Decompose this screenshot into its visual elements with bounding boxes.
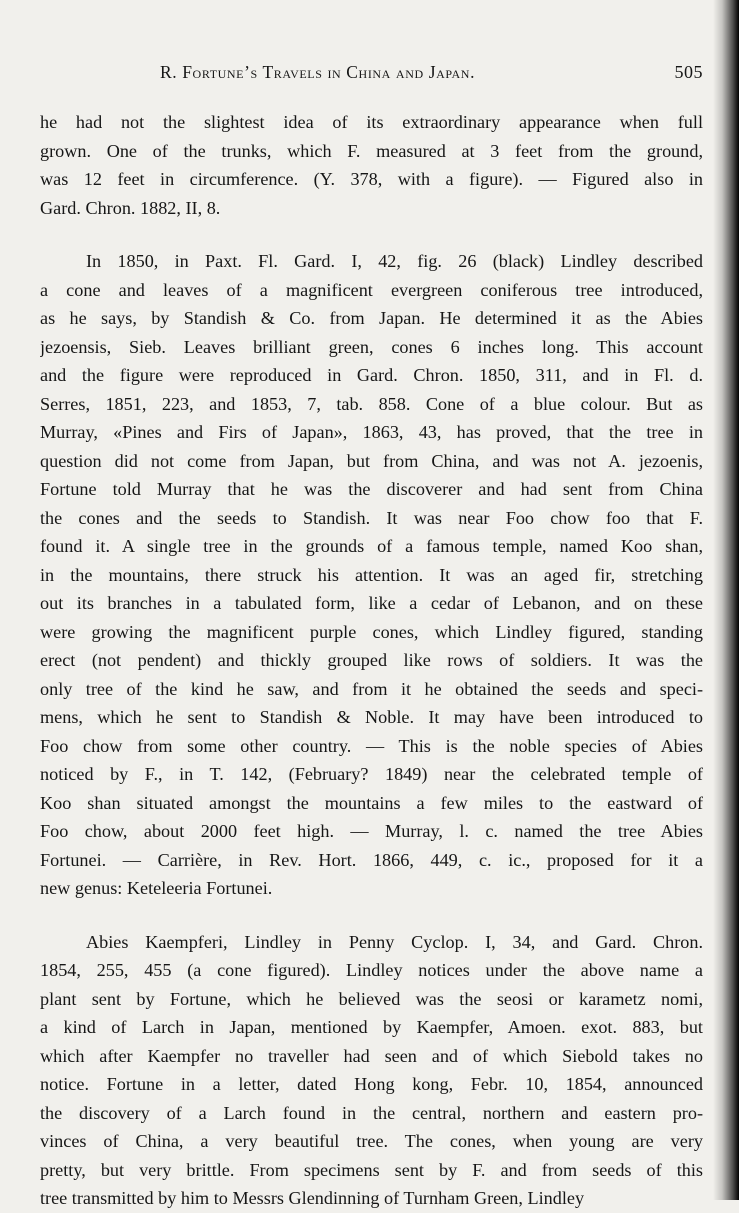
text-line: a kind of Larch in Japan, mentioned by Kaempfer, Amoen. exot. 883, but — [40, 1017, 703, 1037]
text-line: question did not come from Japan, but from China, and was not A. jezoenis, — [40, 450, 703, 471]
text-line: tree transmitted by him to Messrs Glendinning of Turnham Green, Lindley — [40, 1188, 585, 1208]
text-line: grown. One of the trunks, which F. measured at 3 feet from the ground, — [40, 140, 703, 161]
text-line: 1854, 255, 455 (a cone figured). Lindley notices under the above name a — [40, 960, 703, 980]
text-line: erect (not pendent) and thickly grouped like rows of soldiers. It was the — [40, 650, 703, 670]
paragraph — [40, 108, 703, 222]
text-line: Fortunei. — Carrière, in Rev. Hort. 1866, 449, c. ic., proposed for it a — [40, 849, 703, 870]
page-number: 505 — [674, 62, 703, 82]
text-line: out its branches in a tabulated form, like a cedar of Lebanon, and on these — [40, 593, 703, 613]
text-line: Koo shan situated amongst the mountains a few miles to the eastward of — [40, 792, 703, 813]
paragraph — [40, 928, 703, 1213]
text-line: notice. Fortune in a letter, dated Hong kong, Febr. 10, 1854, announced — [40, 1074, 703, 1094]
text-line: Foo chow from some other country. — This is the noble species of Abies — [40, 735, 703, 756]
text-line: vinces of China, a very beautiful tree. The cones, when young are very — [40, 1131, 703, 1151]
text-line: found it. A single tree in the grounds of a famous temple, named Koo shan, — [40, 536, 703, 556]
text-line: a cone and leaves of a magnificent evergreen coniferous tree introduced, — [40, 279, 703, 300]
paragraph-gap — [40, 222, 703, 247]
paragraph-gap — [40, 903, 703, 928]
text-line: noticed by F., in T. 142, (February? 1849) near the celebrated temple of — [40, 764, 703, 784]
text-line: only tree of the kind he saw, and from it he obtained the seeds and speci- — [40, 678, 703, 699]
page-header — [40, 62, 703, 90]
text-line: which after Kaempfer no traveller had seen and of which Siebold takes no — [40, 1045, 703, 1066]
text-line: as he says, by Standish & Co. from Japan. He determined it as the Abies — [40, 308, 703, 328]
text-line: Gard. Chron. 1882, II, 8. — [40, 197, 221, 218]
text-line: Murray, «Pines and Firs of Japan», 1863, 43, has proved, that the tree in — [40, 422, 703, 442]
text-line: Fortune told Murray that he was the discoverer and had sent from China — [40, 479, 703, 499]
text-line: Serres, 1851, 223, and 1853, 7, tab. 858. Cone of a blue colour. But as — [40, 393, 703, 414]
text-line: were growing the magnificent purple cones, which Lindley figured, standing — [40, 621, 703, 642]
text-line: the discovery of a Larch found in the central, northern and eastern pro- — [40, 1102, 703, 1123]
text-line: jezoensis, Sieb. Leaves brilliant green, cones 6 inches long. This account — [40, 336, 703, 357]
text-line: plant sent by Fortune, which he believed was the seosi or karametz nomi, — [40, 988, 703, 1009]
paragraph — [40, 247, 703, 903]
page-edge-shadow — [713, 0, 739, 1200]
text-line: and the figure were reproduced in Gard. Chron. 1850, 311, and in Fl. d. — [40, 365, 703, 385]
text-line: the cones and the seeds to Standish. It was near Foo chow foo that F. — [40, 507, 703, 528]
body-text — [40, 108, 703, 1213]
text-line: he had not the slightest idea of its extraordinary appearance when full — [40, 112, 703, 132]
text-line: mens, which he sent to Standish & Noble. It may have been introduced to — [40, 707, 703, 727]
text-line: Abies Kaempferi, Lindley in Penny Cyclop. I, 34, and Gard. Chron. — [86, 931, 703, 952]
text-line: Foo chow, about 2000 feet high. — Murray, l. c. named the tree Abies — [40, 821, 703, 841]
text-line: pretty, but very brittle. From specimens sent by F. and from seeds of this — [40, 1159, 703, 1180]
text-line: in the mountains, there struck his attention. It was an aged fir, stretching — [40, 564, 703, 585]
running-title: R. Fortune’s Travels in China and Japan. — [160, 62, 476, 82]
text-line: In 1850, in Paxt. Fl. Gard. I, 42, fig. 26 (black) Lindley described — [86, 251, 703, 271]
text-line: new genus: Keteleeria Fortunei. — [40, 878, 273, 898]
text-line: was 12 feet in circumference. (Y. 378, with a figure). — Figured also in — [40, 169, 703, 189]
